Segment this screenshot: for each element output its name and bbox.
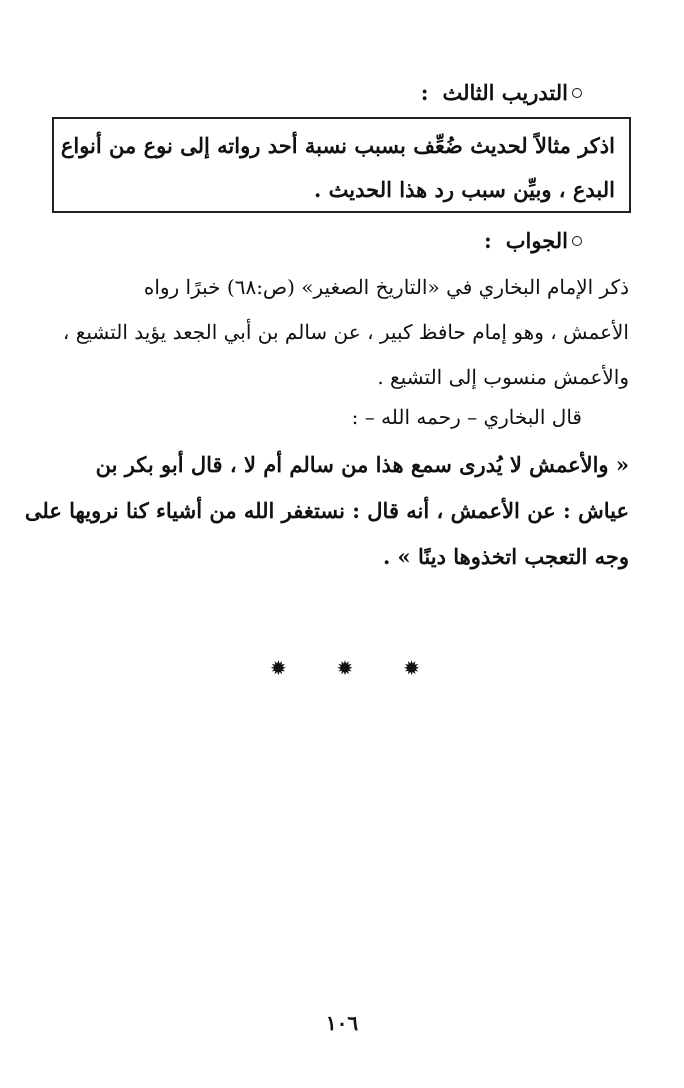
star-icon: ✹	[403, 656, 420, 680]
body-line-3: والأعمش منسوب إلى التشيع .	[377, 365, 629, 389]
quote-line-3: وجه التعجب اتخذوها دينًا » .	[382, 544, 629, 569]
section-separator	[270, 656, 420, 680]
exercise-title: التدريب الثالث	[442, 80, 568, 105]
exercise-heading	[421, 78, 582, 108]
star-icon: ✹	[336, 656, 354, 680]
quote-line-1: « والأعمش لا يُدرى سمع هذا من سالم أم لا ، قال أبو بكر بن	[95, 452, 629, 477]
star-icon: ✹	[270, 656, 287, 680]
answer-title: الجواب	[505, 228, 568, 253]
body-line-2: الأعمش ، وهو إمام حافظ كبير ، عن سالم بن أبي الجعد يؤيد التشيع ،	[62, 320, 629, 344]
answer-colon: :	[483, 228, 492, 253]
body-line-1: ذكر الإمام البخاري في «التاريخ الصغير» (ص:٦٨) خبرًا رواه	[143, 275, 629, 299]
answer-heading	[484, 226, 582, 256]
page-number: ١٠٦	[325, 1011, 359, 1035]
question-box	[52, 117, 631, 213]
quote-line-2: عياش : عن الأعمش ، أنه قال : نستغفر الله من أشياء كنا نرويها على	[24, 498, 629, 523]
body-line-4: قال البخاري – رحمه الله – :	[351, 405, 582, 429]
question-line-1: اذكر مثالاً لحديث ضُعِّف بسبب نسبة أحد رواته إلى نوع من أنواع	[60, 133, 615, 158]
circle-bullet-icon	[572, 88, 582, 98]
circle-bullet-icon	[572, 236, 582, 246]
question-line-2: البدع ، وبيِّن سبب رد هذا الحديث .	[314, 177, 615, 202]
exercise-colon: :	[420, 80, 429, 105]
